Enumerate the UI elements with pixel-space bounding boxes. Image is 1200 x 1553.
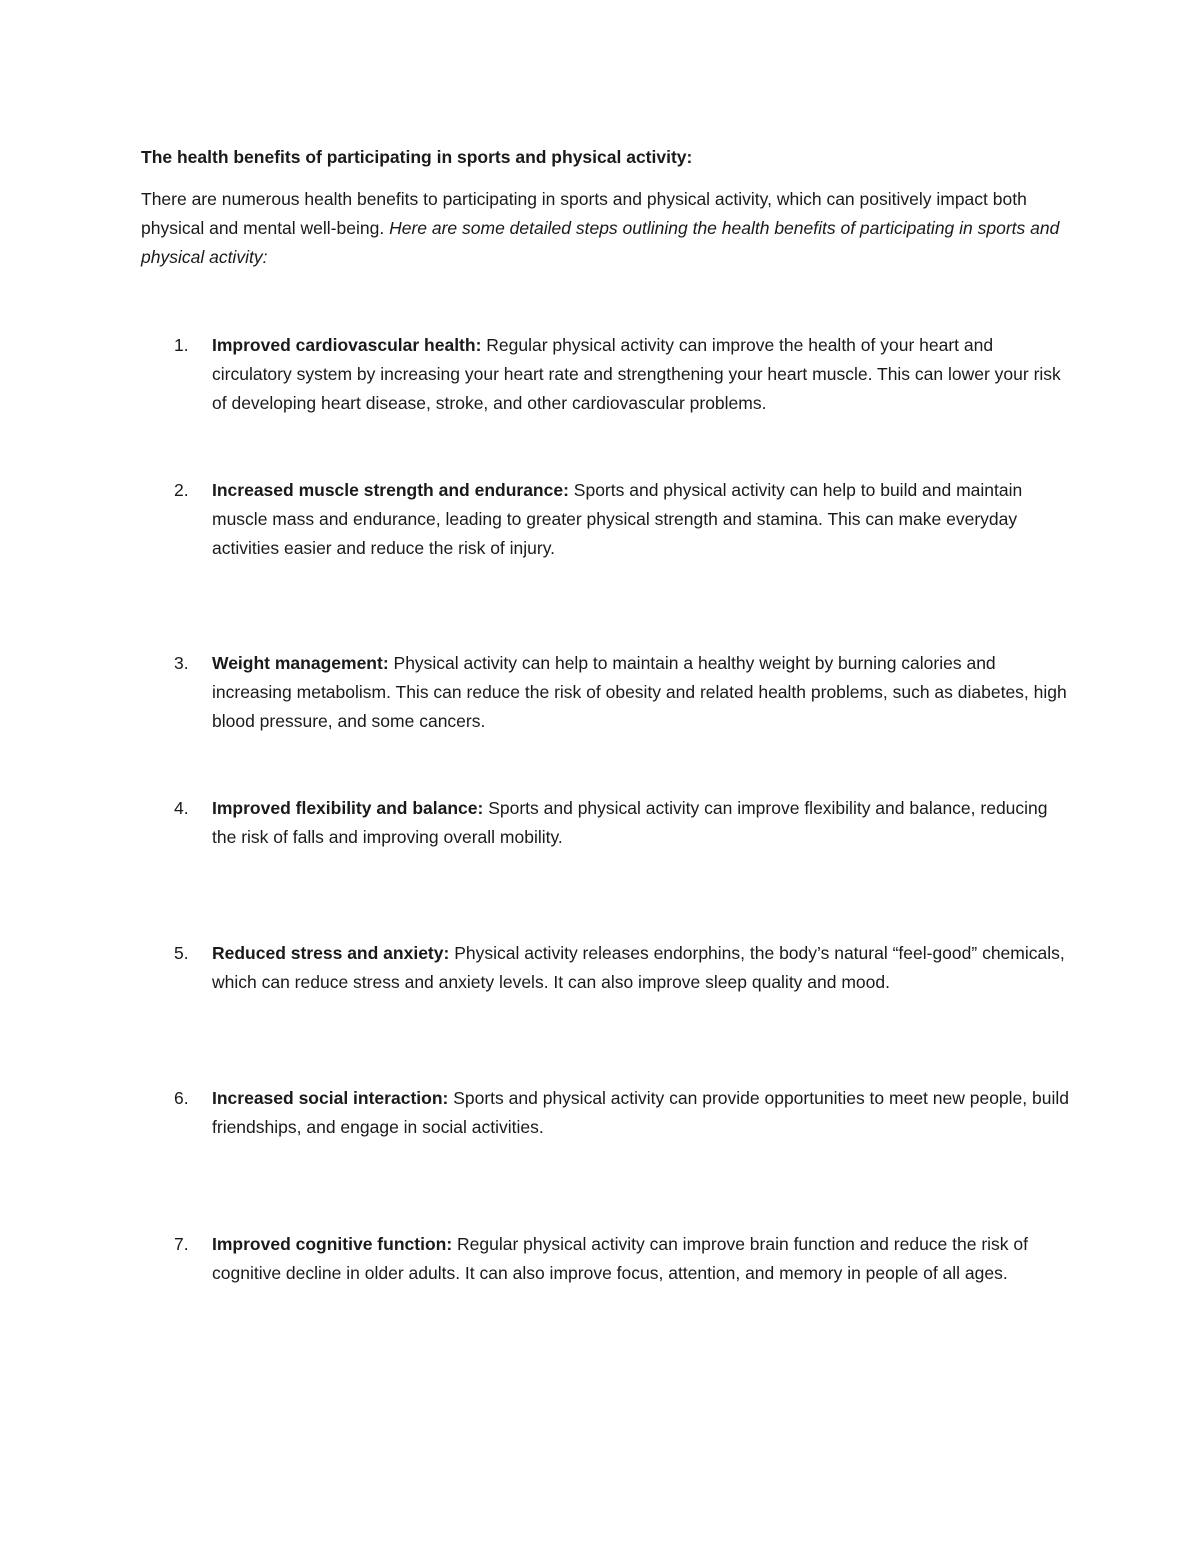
list-item-6 xyxy=(141,1084,1081,1142)
list-item-2 xyxy=(141,476,1081,563)
list-item-number: 7. xyxy=(174,1234,189,1254)
list-item-number: 6. xyxy=(174,1088,189,1108)
list-item-number: 2. xyxy=(174,480,189,500)
list-item-number: 5. xyxy=(174,943,189,963)
list-item-1 xyxy=(141,331,1081,418)
list-item-description: Sports and physical activity can improve flexibility and balance, reducing the risk of falls and improving overall mobility. xyxy=(212,798,1048,847)
list-item-body xyxy=(212,1084,1072,1142)
list-item-body xyxy=(212,649,1072,736)
list-item-description: Physical activity releases endorphins, the body’s natural “feel-good” chemicals, which can reduce stress and anxiety levels. It can also improve sleep quality and mood. xyxy=(212,943,1065,992)
list-item-body xyxy=(212,1230,1072,1288)
list-item-description: Physical activity can help to maintain a healthy weight by burning calories and increasing metabolism. This can reduce the risk of obesity and related health problems, such as diabetes, high blood pressure, and some cancers. xyxy=(212,653,1067,731)
intro-text: There are numerous health benefits to participating in sports and physical activity, which can positively impact both physical and mental well-being. xyxy=(141,189,1027,238)
list-item-7 xyxy=(141,1230,1081,1288)
list-item-term: Reduced stress and anxiety: xyxy=(212,943,450,963)
list-item-description: Regular physical activity can improve brain function and reduce the risk of cognitive decline in older adults. It can also improve focus, attention, and memory in people of all ages. xyxy=(212,1234,1029,1283)
list-item-number: 4. xyxy=(174,798,189,818)
list-item-description: Sports and physical activity can help to build and maintain muscle mass and endurance, leading to greater physical strength and stamina. This can make everyday activities easier and reduce the risk of injury. xyxy=(212,480,1023,558)
list-item-body xyxy=(212,939,1072,997)
list-item-body xyxy=(212,331,1072,418)
list-item-number: 3. xyxy=(174,653,189,673)
list-item-term: Improved cognitive function: xyxy=(212,1234,453,1254)
list-item-number: 1. xyxy=(174,335,189,355)
list-item-term: Increased muscle strength and endurance: xyxy=(212,480,569,500)
list-item-term: Increased social interaction: xyxy=(212,1088,449,1108)
list-item-term: Weight management: xyxy=(212,653,389,673)
intro-paragraph xyxy=(141,185,1066,272)
list-item-5 xyxy=(141,939,1081,997)
list-item-body xyxy=(212,794,1072,852)
list-item-body xyxy=(212,476,1072,563)
list-item-3 xyxy=(141,649,1081,736)
list-item-4 xyxy=(141,794,1081,852)
list-item-description: Regular physical activity can improve the health of your heart and circulatory system by increasing your heart rate and strengthening your heart muscle. This can lower your risk of developing heart disease, stroke, and other cardiovascular problems. xyxy=(212,335,1061,413)
list-item-description: Sports and physical activity can provide opportunities to meet new people, build friendships, and engage in social activities. xyxy=(212,1088,1069,1137)
list-item-term: Improved flexibility and balance: xyxy=(212,798,484,818)
document-title: The health benefits of participating in sports and physical activity: xyxy=(141,147,693,167)
intro-italic-text: Here are some detailed steps outlining the health benefits of participating in sports and physical activity: xyxy=(141,218,1060,267)
list-item-term: Improved cardiovascular health: xyxy=(212,335,482,355)
